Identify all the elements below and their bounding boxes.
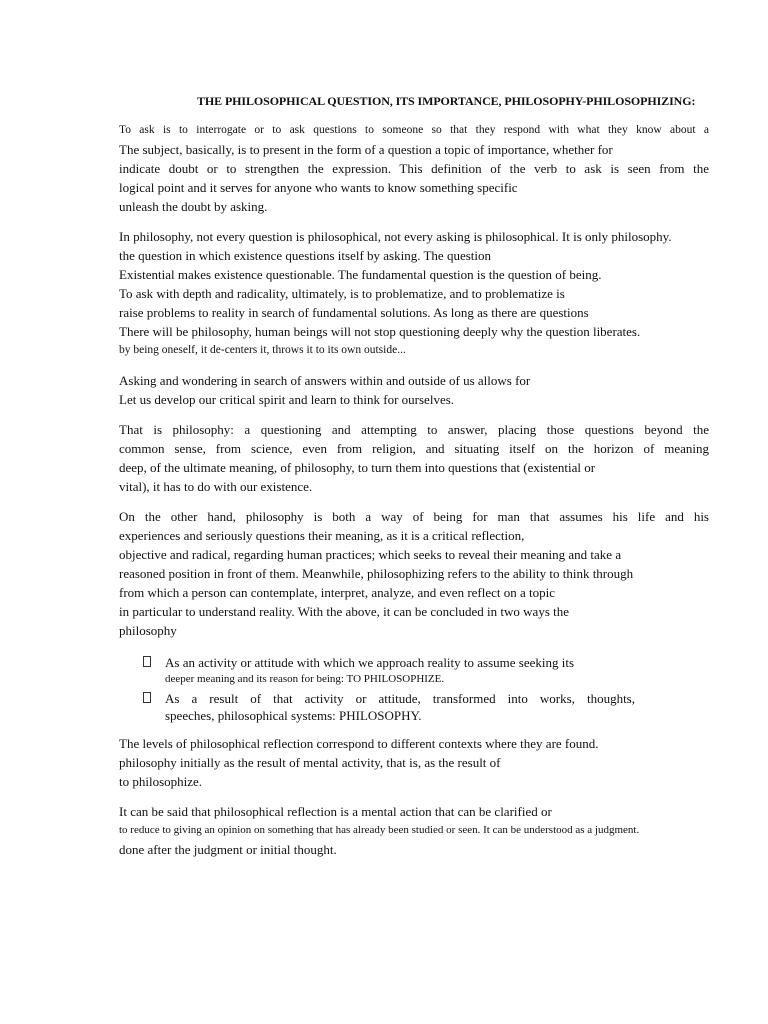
text-line: To ask is to interrogate or to ask questions to someone so that they respond with what they know about a: [119, 124, 709, 136]
text-line: It can be said that philosophical reflection is a mental action that can be clarified or: [119, 804, 552, 819]
text-line: In philosophy, not every question is philosophical, not every asking is philosophical. It is only philosophy.: [119, 229, 672, 244]
text-line: common sense, from science, even from religion, and situating itself on the horizon of meaning: [119, 441, 709, 456]
text-line: Asking and wondering in search of answers within and outside of us allows for: [119, 373, 531, 388]
text-line: the question in which existence questions itself by asking. The question: [119, 248, 492, 263]
text-line: That is philosophy: a questioning and attempting to answer, placing those questions beyond the: [119, 422, 709, 437]
paragraph-definition: [119, 121, 709, 216]
text-line: to philosophize.: [119, 774, 203, 789]
text-line: experiences and seriously questions their meaning, as it is a critical reflection,: [119, 528, 525, 543]
text-line: in particular to understand reality. With the above, it can be concluded in two ways the: [119, 604, 570, 619]
list-item: [119, 654, 635, 688]
text-line: Let us develop our critical spirit and learn to think for ourselves.: [119, 392, 455, 407]
paragraph-critical-spirit: [119, 371, 709, 409]
text-line: objective and radical, regarding human practices; which seeks to reveal their meaning and take a: [119, 547, 622, 562]
text-line: There will be philosophy, human beings will not stop questioning deeply why the question liberates.: [119, 324, 641, 339]
text-line: to reduce to giving an opinion on something that has already been studied or seen. It can be understood as a judgment.: [119, 824, 640, 836]
text-line: raise problems to reality in search of fundamental solutions. As long as there are questions: [119, 305, 589, 320]
text-line: philosophy initially as the result of mental activity, that is, as the result of: [119, 755, 501, 770]
text-line: vital), it has to do with our existence.: [119, 479, 313, 494]
text-line: logical point and it serves for anyone who wants to know something specific: [119, 180, 518, 195]
text-line: unleash the doubt by asking.: [119, 199, 268, 214]
text-line: To ask with depth and radicality, ultimately, is to problematize, and to problematize is: [119, 286, 565, 301]
bullet-box-icon: [143, 656, 151, 667]
text-line: deeper meaning and its reason for being: TO PHILOSOPHIZE.: [165, 673, 445, 685]
paragraph-reflection: [119, 802, 709, 859]
paragraph-levels: [119, 734, 709, 791]
text-line: On the other hand, philosophy is both a way of being for man that assumes his life and his: [119, 509, 709, 524]
text-line: by being oneself, it de-centers it, throws it to its own outside...: [119, 344, 406, 356]
text-line: indicate doubt or to strengthen the expression. This definition of the verb to ask is seen from the: [119, 161, 709, 176]
paragraph-other-hand: [119, 507, 709, 640]
document-body: [119, 121, 709, 870]
text-line: deep, of the ultimate meaning, of philosophy, to turn them into questions that (existential or: [119, 460, 596, 475]
paragraph-that-is-philosophy: [119, 420, 709, 496]
text-line: done after the judgment or initial thought.: [119, 842, 337, 857]
text-line: philosophy: [119, 623, 177, 638]
text-line: from which a person can contemplate, interpret, analyze, and even reflect on a topic: [119, 585, 556, 600]
list-item: [119, 690, 635, 724]
text-line: speeches, philosophical systems: PHILOSOPHY.: [165, 708, 422, 723]
document-title: THE PHILOSOPHICAL QUESTION, ITS IMPORTANCE, PHILOSOPHY-PHILOSOPHIZING:: [197, 94, 696, 108]
bullet-box-icon: [143, 692, 151, 703]
text-line: reasoned position in front of them. Meanwhile, philosophizing refers to the ability to think through: [119, 566, 634, 581]
paragraph-philosophical-question: [119, 227, 709, 360]
text-line: The subject, basically, is to present in the form of a question a topic of importance, whether for: [119, 142, 613, 157]
text-line: As an activity or attitude with which we approach reality to assume seeking its: [165, 655, 575, 670]
text-line: The levels of philosophical reflection correspond to different contexts where they are found.: [119, 736, 599, 751]
bullet-list: [119, 654, 709, 724]
text-line: Existential makes existence questionable. The fundamental question is the question of being.: [119, 267, 602, 282]
text-line: As a result of that activity or attitude, transformed into works, thoughts,: [165, 691, 635, 706]
